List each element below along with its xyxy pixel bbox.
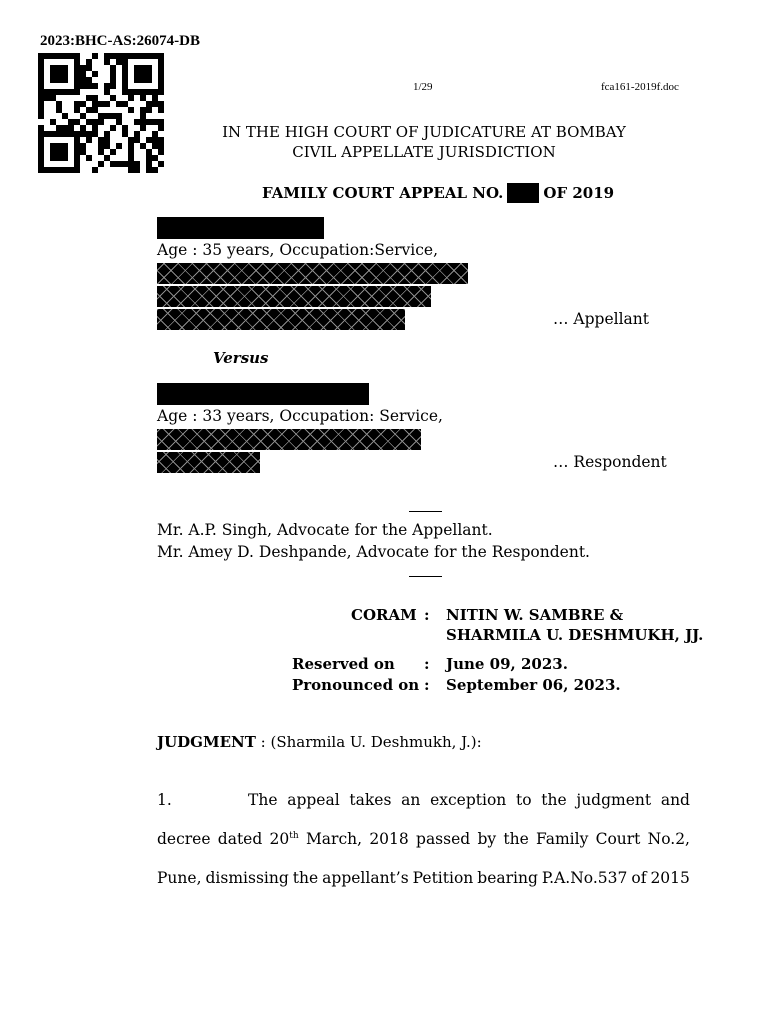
line_1-word: to bbox=[516, 791, 532, 809]
line-2-word: passed bbox=[416, 830, 471, 848]
line_3-word: dismissing bbox=[205, 869, 289, 887]
line-2-word: 20th bbox=[269, 830, 299, 848]
line_1-word: an bbox=[401, 791, 421, 809]
reserved-colon: : bbox=[424, 655, 430, 673]
pronounced-date: September 06, 2023. bbox=[446, 676, 621, 694]
appeal-prefix: FAMILY COURT APPEAL NO. bbox=[262, 184, 504, 202]
appeal-number-heading bbox=[262, 183, 614, 203]
line_1-word: exception bbox=[430, 791, 507, 809]
line_1-word: takes bbox=[349, 791, 392, 809]
line-2-word: Family bbox=[536, 830, 589, 848]
coram-label: CORAM bbox=[351, 606, 417, 624]
line_1-word: judgment bbox=[576, 791, 652, 809]
advocate-respondent: Mr. Amey D. Deshpande, Advocate for the Respondent. bbox=[157, 543, 590, 561]
line_3-word: Pune, bbox=[157, 869, 202, 887]
appellant-details: Age : 35 years, Occupation:Service, bbox=[157, 241, 439, 259]
line-2-word: 2018 bbox=[369, 830, 409, 848]
paragraph-1-line-2 bbox=[157, 830, 690, 848]
file-name: fca161-2019f.doc bbox=[601, 81, 679, 93]
coram-judge-1: NITIN W. SAMBRE & bbox=[446, 606, 624, 624]
redacted-appeal-number bbox=[507, 183, 539, 203]
paragraph-1-line-3-text bbox=[157, 869, 690, 887]
advocate-appellant: Mr. A.P. Singh, Advocate for the Appellant. bbox=[157, 521, 493, 539]
line_3-word: 2015 bbox=[650, 869, 690, 887]
ordinal-superscript: th bbox=[289, 830, 299, 841]
line_1-word: and bbox=[660, 791, 690, 809]
line-2-word: dated bbox=[217, 830, 263, 848]
judgment-label: JUDGMENT bbox=[157, 733, 256, 751]
paragraph-number: 1. bbox=[157, 791, 172, 809]
paragraph-1-line-2-text bbox=[157, 830, 690, 848]
line_3-word: bearing bbox=[477, 869, 538, 887]
reserved-label: Reserved on bbox=[292, 655, 395, 673]
line-2-word: Court bbox=[595, 830, 641, 848]
line_3-word: of bbox=[631, 869, 647, 887]
line-2-word: March, bbox=[305, 830, 363, 848]
redacted-respondent-name bbox=[157, 383, 369, 405]
appellant-role: … Appellant bbox=[553, 310, 650, 328]
respondent-details: Age : 33 years, Occupation: Service, bbox=[157, 407, 443, 425]
paragraph-1-line-1-text bbox=[248, 791, 690, 809]
line_3-word: P.A.No.537 bbox=[541, 869, 628, 887]
coram-judge-2: SHARMILA U. DESHMUKH, JJ. bbox=[446, 626, 704, 644]
redacted-appellant-address-3 bbox=[157, 309, 405, 330]
line_3-word: appellant’s bbox=[322, 869, 409, 887]
redacted-appellant-address-1 bbox=[157, 263, 468, 284]
redacted-appellant-address-2 bbox=[157, 286, 431, 307]
redacted-respondent-address-2 bbox=[157, 452, 260, 473]
judgment-author: : (Sharmila U. Deshmukh, J.): bbox=[255, 733, 482, 751]
line-2-word: No.2, bbox=[647, 830, 690, 848]
line_1-word: the bbox=[541, 791, 567, 809]
versus-label: Versus bbox=[213, 349, 269, 367]
coram-colon: : bbox=[424, 606, 430, 624]
court-title: IN THE HIGH COURT OF JUDICATURE AT BOMBAY bbox=[222, 123, 626, 141]
appeal-suffix: OF 2019 bbox=[543, 184, 615, 202]
line-2-word: the bbox=[503, 830, 529, 848]
pronounced-label: Pronounced on bbox=[292, 676, 420, 694]
redacted-appellant-name bbox=[157, 217, 324, 239]
divider-top bbox=[409, 511, 442, 512]
respondent-role: … Respondent bbox=[553, 453, 667, 471]
line_1-word: appeal bbox=[287, 791, 340, 809]
divider-bottom bbox=[409, 576, 442, 577]
judgment-heading bbox=[157, 733, 482, 751]
jurisdiction-title: CIVIL APPELLATE JURISDICTION bbox=[292, 143, 556, 161]
line-2-word: by bbox=[477, 830, 497, 848]
case-citation: 2023:BHC-AS:26074-DB bbox=[40, 33, 200, 49]
line_3-word: the bbox=[292, 869, 319, 887]
page-number: 1/29 bbox=[413, 81, 433, 93]
pronounced-colon: : bbox=[424, 676, 430, 694]
paragraph-1-line-3 bbox=[157, 869, 690, 887]
reserved-date: June 09, 2023. bbox=[446, 655, 568, 673]
redacted-respondent-address-1 bbox=[157, 429, 421, 450]
line-2-word: decree bbox=[157, 830, 211, 848]
line_1-word: The bbox=[248, 791, 278, 809]
line_3-word: Petition bbox=[412, 869, 474, 887]
